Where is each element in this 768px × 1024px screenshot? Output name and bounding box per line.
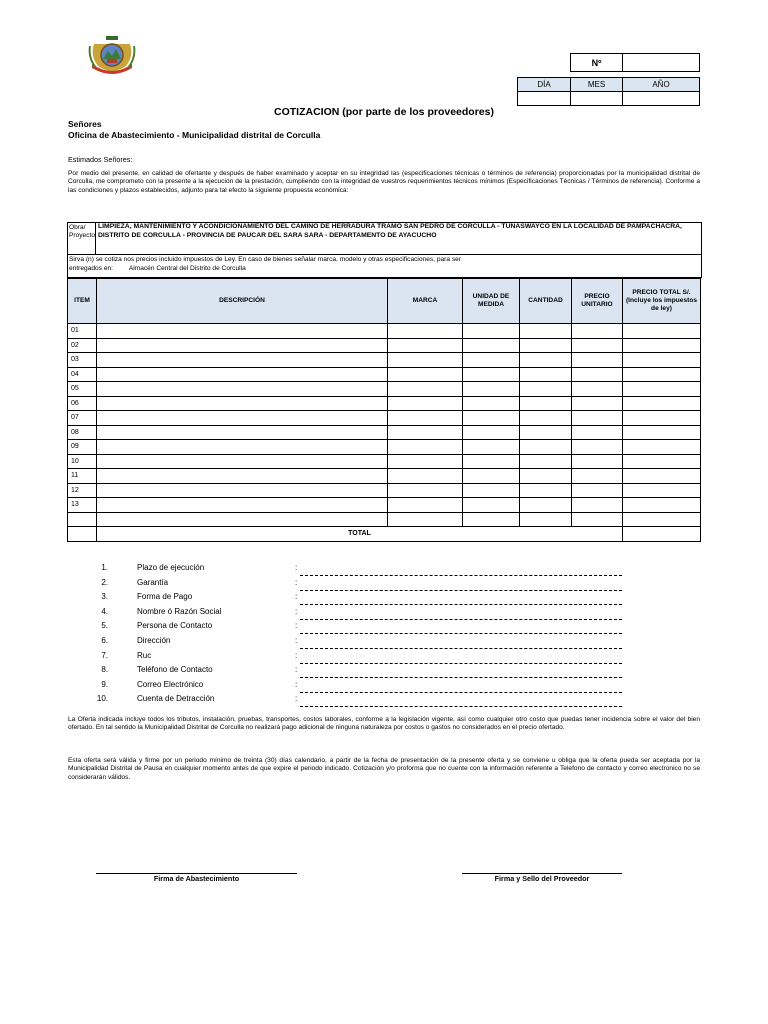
brand-cell[interactable] [388, 338, 463, 353]
header-brand: MARCA [388, 279, 463, 324]
total-price-cell[interactable] [623, 367, 701, 382]
condition-number: 10. [96, 694, 108, 704]
unit-cell[interactable] [463, 440, 520, 455]
unit-price-cell[interactable] [572, 353, 623, 368]
condition-label: Plazo de ejecución [137, 563, 205, 572]
unit-cell[interactable] [463, 469, 520, 484]
table-row [68, 367, 701, 382]
condition-colon: : [295, 563, 298, 572]
day-label: DÍA [518, 78, 571, 92]
condition-number: 2. [101, 577, 108, 587]
number-label: Nº [571, 54, 623, 72]
table-row [68, 454, 701, 469]
project-row [68, 223, 701, 255]
item-number: 11 [68, 469, 97, 484]
condition-row [90, 680, 630, 695]
condition-input-line[interactable] [300, 604, 622, 605]
unit-price-cell[interactable] [572, 382, 623, 397]
unit-cell[interactable] [463, 425, 520, 440]
unit-cell[interactable] [463, 338, 520, 353]
condition-label: Persona de Contacto [137, 621, 213, 631]
condition-label: Forma de Pago [137, 592, 193, 602]
description-cell[interactable] [97, 425, 388, 440]
description-cell[interactable] [97, 367, 388, 382]
brand-cell[interactable] [388, 512, 463, 527]
quotation-table [67, 278, 701, 542]
unit-cell[interactable] [463, 512, 520, 527]
quantity-cell[interactable] [520, 338, 572, 353]
unit-cell[interactable] [463, 396, 520, 411]
description-cell[interactable] [97, 382, 388, 397]
item-number: 02 [68, 338, 97, 353]
item-number: 12 [68, 483, 97, 498]
brand-cell[interactable] [388, 367, 463, 382]
brand-cell[interactable] [388, 483, 463, 498]
recipient-office: Oficina de Abastecimiento - Municipalidad distrital de Corculla [68, 130, 321, 140]
condition-number: 9. [101, 679, 108, 689]
condition-label: Garantía [137, 577, 169, 587]
condition-input-line[interactable] [300, 619, 622, 620]
quantity-cell[interactable] [520, 353, 572, 368]
unit-cell[interactable] [463, 324, 520, 339]
month-field[interactable] [571, 92, 623, 106]
condition-input-line[interactable] [300, 677, 622, 678]
condition-colon: : [295, 650, 298, 660]
year-field[interactable] [623, 92, 700, 106]
signature-supply [96, 873, 297, 883]
quantity-cell[interactable] [520, 454, 572, 469]
brand-cell[interactable] [388, 454, 463, 469]
brand-cell[interactable] [388, 324, 463, 339]
item-number [68, 512, 97, 527]
table-row [68, 324, 701, 339]
total-label: TOTAL [97, 527, 623, 542]
brand-cell[interactable] [388, 469, 463, 484]
item-number: 06 [68, 396, 97, 411]
year-label: AÑO [623, 78, 700, 92]
header-item: ITEM [68, 279, 97, 324]
condition-number: 6. [101, 635, 108, 645]
description-cell[interactable] [97, 483, 388, 498]
condition-label: Nombre ó Razón Social [137, 606, 222, 616]
unit-cell[interactable] [463, 353, 520, 368]
signature-provider-label: Firma y Sello del Proveedor [494, 874, 590, 883]
condition-colon: : [295, 592, 298, 602]
condition-number: 7. [101, 650, 108, 660]
unit-cell[interactable] [463, 498, 520, 513]
condition-input-line[interactable] [300, 692, 622, 693]
table-row [68, 512, 701, 527]
brand-cell[interactable] [388, 498, 463, 513]
item-number: 07 [68, 411, 97, 426]
header-description: DESCRIPCIÓN [97, 279, 388, 324]
delivery-place: Almacén Central del Distrito de Corculla [128, 265, 246, 272]
item-number: 09 [68, 440, 97, 455]
quantity-cell[interactable] [520, 382, 572, 397]
condition-row [90, 636, 630, 651]
total-price-cell[interactable] [623, 338, 701, 353]
unit-price-cell[interactable] [572, 469, 623, 484]
day-field[interactable] [518, 92, 571, 106]
number-box [570, 53, 700, 72]
item-number: 10 [68, 454, 97, 469]
quantity-cell[interactable] [520, 498, 572, 513]
table-row [68, 425, 701, 440]
quantity-cell[interactable] [520, 512, 572, 527]
description-cell[interactable] [97, 454, 388, 469]
total-price-cell[interactable] [623, 425, 701, 440]
brand-cell[interactable] [388, 440, 463, 455]
date-box [517, 77, 700, 106]
brand-cell[interactable] [388, 396, 463, 411]
table-row [68, 440, 701, 455]
unit-price-cell[interactable] [572, 498, 623, 513]
unit-price-cell[interactable] [572, 411, 623, 426]
price-note: Sirva (n) se cotiza nos precios incluido impuestos de Ley. En caso de bienes señalar marca, modelo y otras especificaciones, para ser [69, 256, 462, 263]
month-label: MES [571, 78, 623, 92]
delivery-row [69, 264, 701, 273]
header-total-price: PRECIO TOTAL S/. (Incluye los impuestos de ley) [623, 279, 701, 324]
condition-number: 5. [101, 621, 108, 631]
project-info-box [67, 222, 702, 278]
table-row [68, 469, 701, 484]
header-unit-price: PRECIO UNITARIO [572, 279, 623, 324]
header-unit: UNIDAD DE MEDIDA [463, 279, 520, 324]
description-cell[interactable] [97, 440, 388, 455]
unit-cell[interactable] [463, 411, 520, 426]
description-cell[interactable] [97, 498, 388, 513]
table-row [68, 338, 701, 353]
quantity-cell[interactable] [520, 411, 572, 426]
description-cell[interactable] [97, 512, 388, 527]
condition-row [90, 563, 630, 578]
signature-provider [462, 873, 622, 883]
condition-label: Cuenta de Detracción [137, 694, 215, 704]
description-cell[interactable] [97, 324, 388, 339]
conditions-list [90, 563, 630, 709]
description-cell[interactable] [97, 411, 388, 426]
condition-number: 1. [101, 563, 108, 572]
condition-colon: : [295, 665, 298, 675]
total-price-cell[interactable] [623, 353, 701, 368]
unit-cell[interactable] [463, 382, 520, 397]
table-row [68, 353, 701, 368]
condition-number: 3. [101, 592, 108, 602]
quantity-cell[interactable] [520, 425, 572, 440]
condition-input-line[interactable] [300, 575, 622, 576]
item-number: 03 [68, 353, 97, 368]
unit-price-cell[interactable] [572, 454, 623, 469]
item-number: 04 [68, 367, 97, 382]
unit-price-cell[interactable] [572, 396, 623, 411]
recipient-greeting: Señores [68, 119, 102, 129]
brand-cell[interactable] [388, 353, 463, 368]
condition-input-line[interactable] [300, 663, 622, 664]
table-row [68, 411, 701, 426]
description-cell[interactable] [97, 338, 388, 353]
quantity-cell[interactable] [520, 324, 572, 339]
quantity-cell[interactable] [520, 440, 572, 455]
total-price-cell[interactable] [623, 396, 701, 411]
header-quantity: CANTIDAD [520, 279, 572, 324]
municipal-coat-of-arms-icon [88, 34, 136, 76]
total-price-cell[interactable] [623, 411, 701, 426]
condition-colon: : [295, 621, 298, 631]
condition-input-line[interactable] [300, 648, 622, 649]
quantity-cell[interactable] [520, 396, 572, 411]
delivery-label: entregados en: [69, 265, 113, 272]
item-number: 08 [68, 425, 97, 440]
total-price-cell[interactable] [623, 469, 701, 484]
unit-cell[interactable] [463, 454, 520, 469]
total-value-field[interactable] [623, 527, 701, 542]
item-number: 01 [68, 324, 97, 339]
condition-row [90, 651, 630, 666]
condition-row [90, 592, 630, 607]
unit-price-cell[interactable] [572, 512, 623, 527]
condition-input-line[interactable] [300, 590, 622, 591]
brand-cell[interactable] [388, 382, 463, 397]
condition-label: Teléfono de Contacto [137, 665, 213, 675]
condition-label: Dirección [137, 635, 171, 645]
condition-row [90, 665, 630, 680]
condition-label: Correo Electrónico [137, 679, 204, 689]
brand-cell[interactable] [388, 425, 463, 440]
condition-colon: : [295, 694, 298, 704]
signature-supply-label: Firma de Abastecimiento [153, 874, 240, 883]
condition-colon: : [295, 606, 298, 616]
unit-cell[interactable] [463, 483, 520, 498]
intro-paragraph: Por medio del presente, en calidad de ofertante y después de haber examinado y aceptar en su integridad las (especificaciones técnicas o términos de referencia) proporcionadas por la municipalidad distrital de Corculla, me comprometo con la presente a la ejecución de la prestación, cumpliendo con la integridad de vuestros requerimientos técnicos mínimos (Especificaciones Técnicas / Términos de referencia). Conforme a las condiciones y plazos establecidos, adjunto para tal efecto la siguiente propuesta económica: [68, 170, 700, 194]
item-number [68, 527, 97, 542]
total-price-cell[interactable] [623, 454, 701, 469]
validity-paragraph: Esta oferta será válida y firme por un periodo mínimo de treinta (30) días calendario, a partir de la fecha de presentación de la presente oferta y se conviene u obliga que la oferta pueda ser aceptada por la Municipalidad Distrital de Pausa en cualquier momento antes de que expire el periodo indicado. Cotización y/o proforma que no cuente con la información referente a Telefono de contacto y correo electronico no se considerarán válidos. [68, 757, 700, 781]
total-price-cell[interactable] [623, 440, 701, 455]
total-price-cell[interactable] [623, 483, 701, 498]
condition-label: Ruc [137, 650, 152, 660]
delivery-note [68, 255, 701, 277]
table-header-row [68, 279, 701, 324]
quantity-cell[interactable] [520, 367, 572, 382]
condition-number: 4. [101, 606, 108, 616]
item-number: 13 [68, 498, 97, 513]
project-label: Obra/ Proyecto [68, 223, 96, 254]
unit-cell[interactable] [463, 367, 520, 382]
condition-row [90, 607, 630, 622]
condition-row [90, 578, 630, 593]
condition-colon: : [295, 679, 298, 689]
condition-input-line[interactable] [300, 633, 622, 634]
page-title: COTIZACION (por parte de los proveedores) [274, 106, 494, 118]
condition-row [90, 694, 630, 709]
total-price-cell[interactable] [623, 498, 701, 513]
unit-price-cell[interactable] [572, 483, 623, 498]
unit-price-cell[interactable] [572, 338, 623, 353]
total-price-cell[interactable] [623, 512, 701, 527]
quantity-cell[interactable] [520, 469, 572, 484]
total-row [68, 527, 701, 542]
quotation-table-body [68, 279, 701, 542]
item-number: 05 [68, 382, 97, 397]
condition-number: 8. [101, 665, 108, 675]
table-row [68, 498, 701, 513]
total-price-cell[interactable] [623, 382, 701, 397]
unit-price-cell[interactable] [572, 324, 623, 339]
table-row [68, 382, 701, 397]
salutation: Estimados Señores: [68, 155, 133, 164]
brand-cell[interactable] [388, 411, 463, 426]
condition-row [90, 621, 630, 636]
unit-price-cell[interactable] [572, 425, 623, 440]
quantity-cell[interactable] [520, 483, 572, 498]
table-row [68, 396, 701, 411]
unit-price-cell[interactable] [572, 440, 623, 455]
description-cell[interactable] [97, 396, 388, 411]
description-cell[interactable] [97, 469, 388, 484]
number-field[interactable] [623, 54, 700, 72]
description-cell[interactable] [97, 353, 388, 368]
project-text: LIMPIEZA, MANTENIMIENTO Y ACONDICIONAMIENTO DEL CAMINO DE HERRADURA TRAMO SAN PEDRO DE CORCULLA - TUNASWAYCO EN LA LOCALIDAD DE PAMPACHACRA, DISTRITO DE CORCULLA - PROVINCIA DE PAUCAR DEL SARA SARA - DEPARTAMENTO DE AYACUCHO [98, 223, 682, 239]
condition-colon: : [295, 635, 298, 645]
total-price-cell[interactable] [623, 324, 701, 339]
condition-colon: : [295, 577, 298, 587]
condition-input-line[interactable] [300, 706, 622, 707]
table-row [68, 483, 701, 498]
offer-terms-paragraph: La Oferta indicada incluye todos los tributos, instalación, pruebas, transportes, costos laborales, conforme a la legislación vigente, así como cualquier otro costo que puedas tener incidencia sobre el valor del bien ofertado. En tal sentido la Municipalidad Distrital de Corculla no realizará pago adicional de ninguna naturaleza por costos o gastos no considerados en el precio ofertado. [68, 716, 700, 732]
unit-price-cell[interactable] [572, 367, 623, 382]
